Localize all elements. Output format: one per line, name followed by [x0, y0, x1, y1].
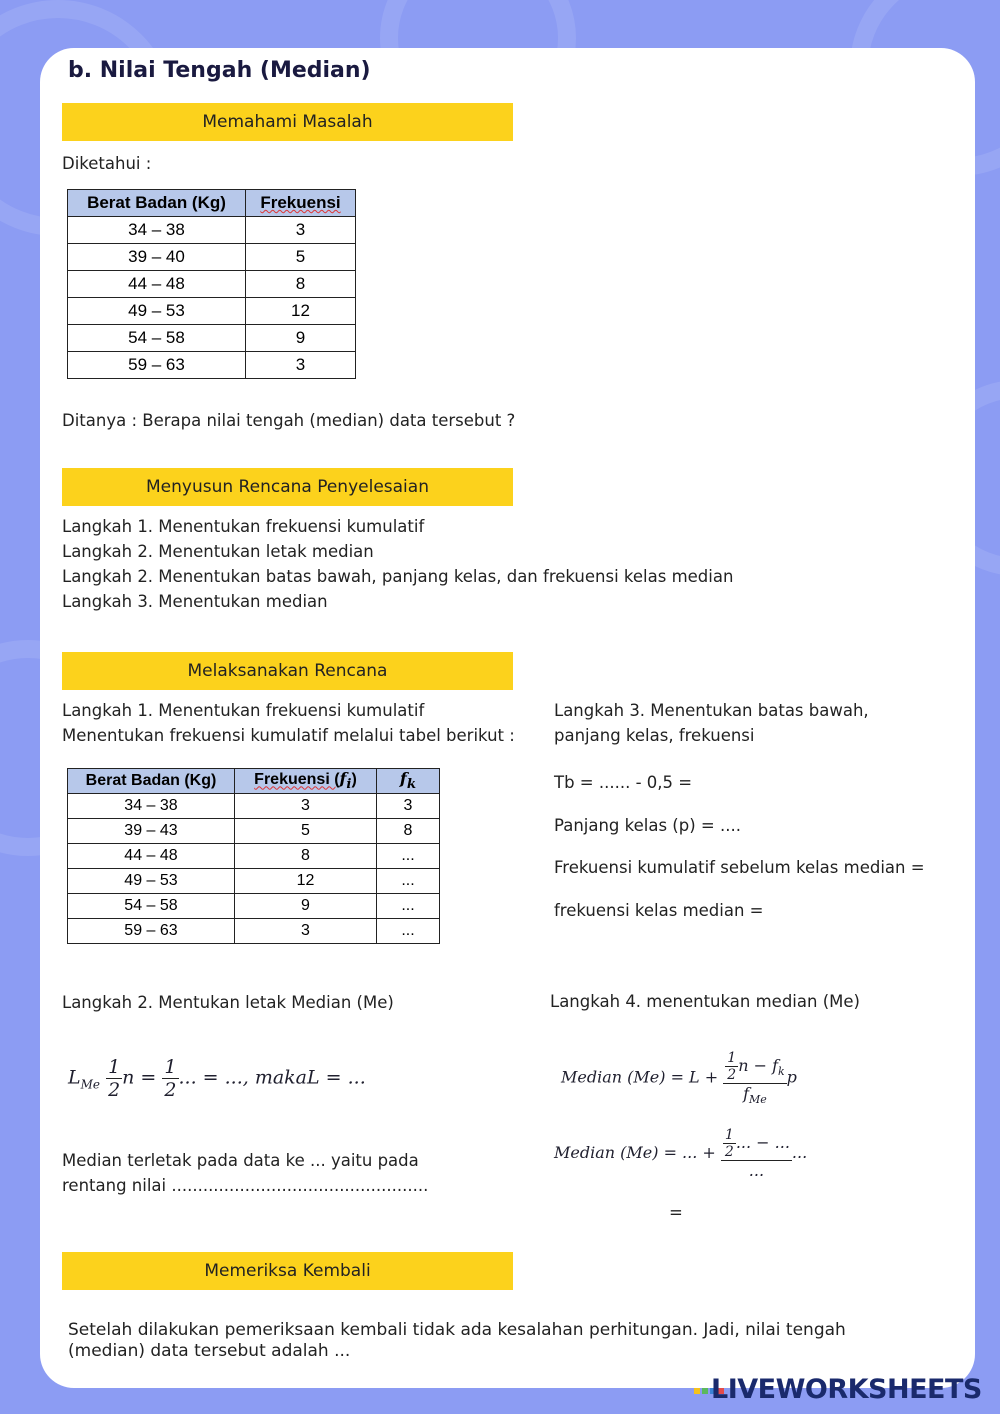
fraction [106, 1056, 122, 1101]
logo-text: LIVEWORKSHEETS [711, 1374, 982, 1405]
table-cell: ... [377, 894, 440, 919]
step3-title: panjang kelas, frekuensi [554, 726, 755, 745]
table-row [68, 794, 440, 819]
table-row [68, 217, 356, 244]
table-row [68, 325, 356, 352]
step4-title: Langkah 4. menentukan median (Me) [550, 992, 860, 1011]
table-cell: 54 – 58 [68, 894, 235, 919]
table-row [68, 352, 356, 379]
median-substitution-formula [554, 1127, 807, 1180]
table-header: Berat Badan (Kg) [68, 190, 246, 217]
fraction [723, 1050, 786, 1106]
plan-step: Langkah 1. Menentukan frekuensi kumulatif [62, 517, 425, 536]
table-cell: 49 – 53 [68, 298, 246, 325]
header-symbol: f [399, 769, 407, 789]
banner-execute: Melaksanakan Rencana [62, 652, 513, 690]
step1-title: Langkah 1. Menentukan frekuensi kumulatif [62, 701, 425, 720]
table-row [68, 271, 356, 298]
denominator: 2 [724, 1144, 734, 1160]
conclusion-text: (median) data tersebut adalah ... [68, 1341, 351, 1361]
numerator: 1 [727, 1050, 737, 1066]
table-cell: 3 [246, 352, 356, 379]
table-row [68, 894, 440, 919]
table-cell: 8 [235, 844, 377, 869]
table-cell: 34 – 38 [68, 794, 235, 819]
header-text: Frekuensi ( [254, 771, 340, 789]
formula-symbol: ... [791, 1143, 808, 1162]
numerator: 1 [108, 1056, 121, 1078]
formula-symbol: L [68, 1066, 81, 1089]
fraction [723, 1127, 736, 1160]
table-cell: 54 – 58 [68, 325, 246, 352]
plan-step: Langkah 3. Menentukan median [62, 592, 328, 611]
banner-plan: Menyusun Rencana Penyelesaian [62, 468, 513, 506]
step2-title: Langkah 2. Mentukan letak Median (Me) [62, 993, 394, 1012]
table-cell: ... [377, 919, 440, 944]
cumulative-before-median-text: Frekuensi kumulatif sebelum kelas median = [554, 858, 925, 877]
median-location-text: Median terletak pada data ke ... yaitu pada [62, 1151, 419, 1170]
fraction [721, 1127, 792, 1180]
step1-description: Menentukan frekuensi kumulatif melalui tabel berikut : [62, 726, 515, 745]
logo-icon [693, 1387, 711, 1395]
denominator [723, 1083, 786, 1106]
liveworksheets-logo[interactable] [693, 1374, 982, 1405]
table-cell: ... [377, 869, 440, 894]
lower-bound-text: Tb = ...... - 0,5 = [554, 773, 693, 792]
formula-symbol: p [786, 1067, 797, 1087]
table-row [68, 819, 440, 844]
denominator: 2 [108, 1079, 121, 1101]
plan-step: Langkah 2. Menentukan batas bawah, panjang kelas, dan frekuensi kelas median [62, 567, 734, 586]
table-cell: 44 – 48 [68, 271, 246, 298]
table-cell: 3 [246, 217, 356, 244]
table-cell: 34 – 38 [68, 217, 246, 244]
question-text: Ditanya : Berapa nilai tengah (median) data tersebut ? [62, 411, 516, 430]
table-header [377, 769, 440, 794]
formula-symbol: n = [122, 1066, 163, 1089]
table-row [68, 844, 440, 869]
banner-understand: Memahami Masalah [62, 103, 513, 141]
table-cell: 3 [377, 794, 440, 819]
formula-symbol: f [743, 1084, 750, 1103]
table-cell: 5 [246, 244, 356, 271]
table-row [68, 244, 356, 271]
table-cell: 8 [246, 271, 356, 298]
table-cell: 59 – 63 [68, 919, 235, 944]
numerator [721, 1127, 792, 1160]
formula-subscript: Me [80, 1077, 101, 1092]
cumulative-frequency-table [67, 768, 440, 944]
banner-review: Memeriksa Kembali [62, 1252, 513, 1290]
header-subscript: k [406, 776, 417, 793]
step3-title: Langkah 3. Menentukan batas bawah, [554, 701, 869, 720]
formula-symbol: ... − ... [735, 1133, 790, 1152]
table-header: Berat Badan (Kg) [68, 769, 235, 794]
table-cell: 59 – 63 [68, 352, 246, 379]
numerator: 1 [164, 1056, 177, 1078]
table-cell: 5 [235, 819, 377, 844]
class-width-text: Panjang kelas (p) = .... [554, 816, 741, 835]
known-label: Diketahui : [62, 154, 152, 173]
formula-subscript: k [778, 1065, 785, 1079]
header-text: ) [351, 771, 357, 789]
weight-frequency-table [67, 189, 356, 379]
table-cell: ... [377, 844, 440, 869]
formula-subscript: Me [749, 1093, 767, 1107]
plan-step: Langkah 2. Menentukan letak median [62, 542, 374, 561]
table-cell: 39 – 40 [68, 244, 246, 271]
table-cell: 49 – 53 [68, 869, 235, 894]
denominator: 2 [727, 1067, 737, 1083]
page-title: b. Nilai Tengah (Median) [68, 58, 371, 83]
table-cell: 9 [246, 325, 356, 352]
formula-symbol: n − f [738, 1056, 778, 1075]
table-cell: 12 [246, 298, 356, 325]
table-cell: 39 – 43 [68, 819, 235, 844]
table-cell: 9 [235, 894, 377, 919]
table-cell: 3 [235, 794, 377, 819]
median-formula [561, 1050, 797, 1106]
denominator: ... [721, 1160, 792, 1180]
formula-symbol: ... = ..., makaL = ... [178, 1066, 366, 1089]
table-cell: 8 [377, 819, 440, 844]
header-subscript: i [346, 776, 352, 793]
table-header [235, 769, 377, 794]
table-row [68, 869, 440, 894]
equals-sign: = [669, 1203, 683, 1222]
fraction [725, 1050, 738, 1083]
table-cell: 12 [235, 869, 377, 894]
median-position-formula [68, 1056, 366, 1101]
fraction [162, 1056, 178, 1101]
table-cell: 44 – 48 [68, 844, 235, 869]
table-header: Frekuensi [246, 190, 356, 217]
conclusion-text: Setelah dilakukan pemeriksaan kembali tidak ada kesalahan perhitungan. Jadi, nilai tengah [68, 1320, 846, 1340]
header-symbol: f [339, 769, 347, 789]
table-row [68, 919, 440, 944]
table-row [68, 298, 356, 325]
numerator [723, 1050, 786, 1083]
formula-symbol: Median (Me) = L + [561, 1067, 719, 1087]
denominator: 2 [164, 1079, 177, 1101]
median-range-text: rentang nilai ................................................. [62, 1176, 429, 1195]
numerator: 1 [724, 1127, 734, 1143]
formula-symbol: Median (Me) = ... + [554, 1143, 716, 1162]
median-class-frequency-text: frekuensi kelas median = [554, 901, 764, 920]
table-cell: 3 [235, 919, 377, 944]
